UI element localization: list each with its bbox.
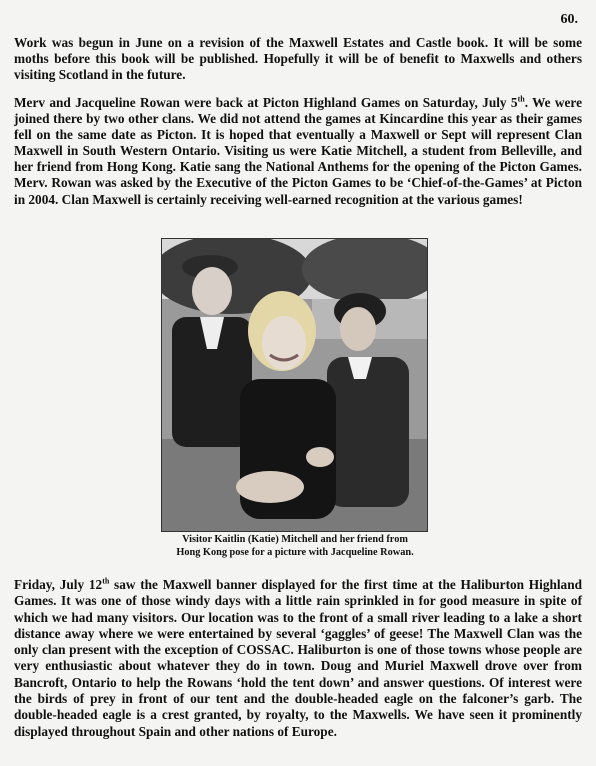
page-number: 60. bbox=[560, 12, 578, 27]
ordinal-suffix: th bbox=[517, 94, 525, 104]
paragraph-manuscript-revision: Work was begun in June on a revision of the Maxwell Estates and Castle book. It will be some moths before this book will be published. Hopefully it will be of benefit to Maxwells and others visiting Scotland in the future. bbox=[14, 35, 582, 83]
paragraph-text: Friday, July 12 bbox=[14, 577, 103, 592]
paragraph-picton-games bbox=[14, 95, 582, 208]
paragraph-text: . We were joined there by two other clans. We did not attend the games at Kincardine this year as their games fell on the same date as Picton. It is hoped that eventually a Maxwell or Sept will represent Clan Maxwell in South Western Ontario. Visiting us were Katie Mitchell, a student from Belleville, and her friend from Hong Kong. Katie sang the National Anthems for the opening of the Picton Games. Merv. Rowan was asked by the Executive of the Picton Games to be ‘Chief-of-the-Games’ at Picton in 2004. Clan Maxwell is certainly receiving well-earned recognition at the various games! bbox=[14, 95, 582, 207]
caption-line: Hong Kong pose for a picture with Jacqueline Rowan. bbox=[176, 547, 414, 558]
caption-line: Visitor Kaitlin (Katie) Mitchell and her friend from bbox=[182, 534, 408, 545]
paragraph-text: Merv and Jacqueline Rowan were back at Picton Highland Games on Saturday, July 5 bbox=[14, 95, 518, 110]
photo-caption bbox=[145, 533, 445, 559]
paragraph-text: saw the Maxwell banner displayed for the first time at the Haliburton Highland Games. It was one of those windy days with a little rain sprinkled in for good measure in spite of which we had many visitors. Our location was to the front of a small river leading to a lake a short distance away where we were entertained by several ‘gaggles’ of geese! The Maxwell Clan was the only clan present with the exception of COSSAC. Haliburton is one of those towns whose people are very enthusiastic about whatever they do in town. Doug and Muriel Maxwell drove over from Bancroft, Ontario to help the Rowans ‘hold the tent down’ and answer questions. Of interest were the birds of prey in front of our tent and the double-headed eagle on the falconer’s garb. The double-headed eagle is a crest granted, by royalty, to the Maxwells. We have seen it prominently displayed throughout Spain and other nations of Europe. bbox=[14, 577, 582, 739]
photo-three-women bbox=[161, 238, 428, 532]
photo-illustration bbox=[162, 239, 427, 531]
ordinal-suffix: th bbox=[102, 576, 110, 586]
paragraph-haliburton-games bbox=[14, 577, 582, 740]
